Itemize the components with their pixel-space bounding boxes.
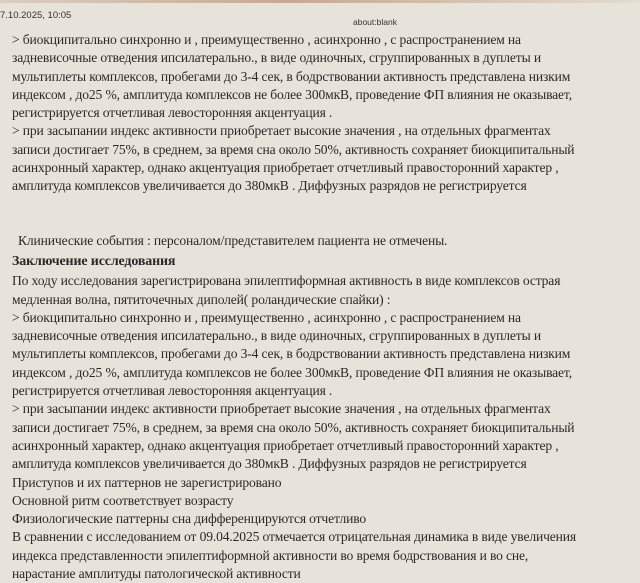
text-line: амплитуда комплексов увеличивается до 380мкВ . Диффузных разрядов не регистрируется — [12, 456, 527, 472]
text-line: асинхронный характер, однако акцентуация приобретает отчетливый правосторонний характер , — [12, 437, 559, 453]
section-conclusion — [12, 253, 637, 583]
text-line: мультиплеты комплексов, пробегами до 3-4 сек, в бодрствовании активность представлена низким — [12, 68, 571, 84]
text-line: индексом , до25 %, амплитуда комплексов не более 300мкВ, проведение ФП влияния не оказывает, — [12, 86, 572, 102]
section-top — [12, 31, 637, 196]
text-line: В сравнении с исследованием от 09.04.2025 отмечается отрицательная динамика в виде увеличения — [12, 529, 577, 545]
text-line: индексом , до25 %, амплитуда комплексов не более 300мкВ, проведение ФП влияния не оказывает, — [12, 364, 572, 380]
text-line: асинхронный характер, однако акцентуация приобретает отчетливый правосторонний характер , — [12, 160, 559, 176]
text-line: > при засыпании индекс активности приобретает высокие значения , на отдельных фрагментах — [12, 123, 551, 139]
print-date-time: 7.10.2025, 10:05 — [0, 10, 72, 21]
text-line: По ходу исследования зарегистрирована эпилептиформная активность в виде комплексов острая — [12, 273, 561, 289]
text-line: медленная волна, пятиточечных диполей( роландические спайки) : — [12, 291, 391, 307]
text-line: Основной ритм соответствует возрасту — [12, 492, 234, 508]
text-line: > биокципитально синхронно и , преимущественно , асинхронно , с распространением на — [12, 32, 521, 47]
conclusion-heading: Заключение исследования — [12, 253, 176, 269]
page-top-edge — [0, 0, 640, 3]
text-line: записи достигает 75%, в среднем, за время сна около 50%, активность сохраняет биокципитальный — [12, 141, 575, 157]
clinical-events: Клинические события : персоналом/представителем пациента не отмечены. — [18, 232, 448, 248]
text-line: задневисочные отведения ипсилатерально., в виде одиночных, сгруппированных в дуплеты и — [12, 50, 541, 66]
print-url: about:blank — [353, 17, 397, 27]
text-line: нарастание амплитуды патологической активности — [12, 566, 301, 582]
text-line: амплитуда комплексов увеличивается до 380мкВ . Диффузных разрядов не регистрируется — [12, 178, 527, 194]
text-line: > при засыпании индекс активности приобретает высокие значения , на отдельных фрагментах — [12, 401, 551, 417]
text-line: индекса представленности эпилептиформной активности во время бодрствования и во сне, — [12, 547, 529, 563]
text-line: мультиплеты комплексов, пробегами до 3-4 сек, в бодрствовании активность представлена низким — [12, 346, 571, 362]
text-line: Физиологические паттерны сна дифференцируются отчетливо — [12, 511, 367, 527]
text-line: > биокципитально синхронно и , преимущественно , асинхронно , с распространением на — [12, 309, 521, 325]
print-header — [0, 10, 640, 27]
document-body — [12, 31, 637, 583]
text-line: регистрируется отчетливая левосторонняя акцентуация . — [12, 105, 333, 121]
text-line: регистрируется отчетливая левосторонняя акцентуация . — [12, 383, 333, 399]
spacer — [12, 196, 637, 232]
text-line: задневисочные отведения ипсилатерально., в виде одиночных, сгруппированных в дуплеты и — [12, 328, 541, 344]
text-line: Приступов и их паттернов не зарегистрировано — [12, 474, 282, 490]
text-line: записи достигает 75%, в среднем, за время сна около 50%, активность сохраняет биокципитальный — [12, 419, 575, 435]
